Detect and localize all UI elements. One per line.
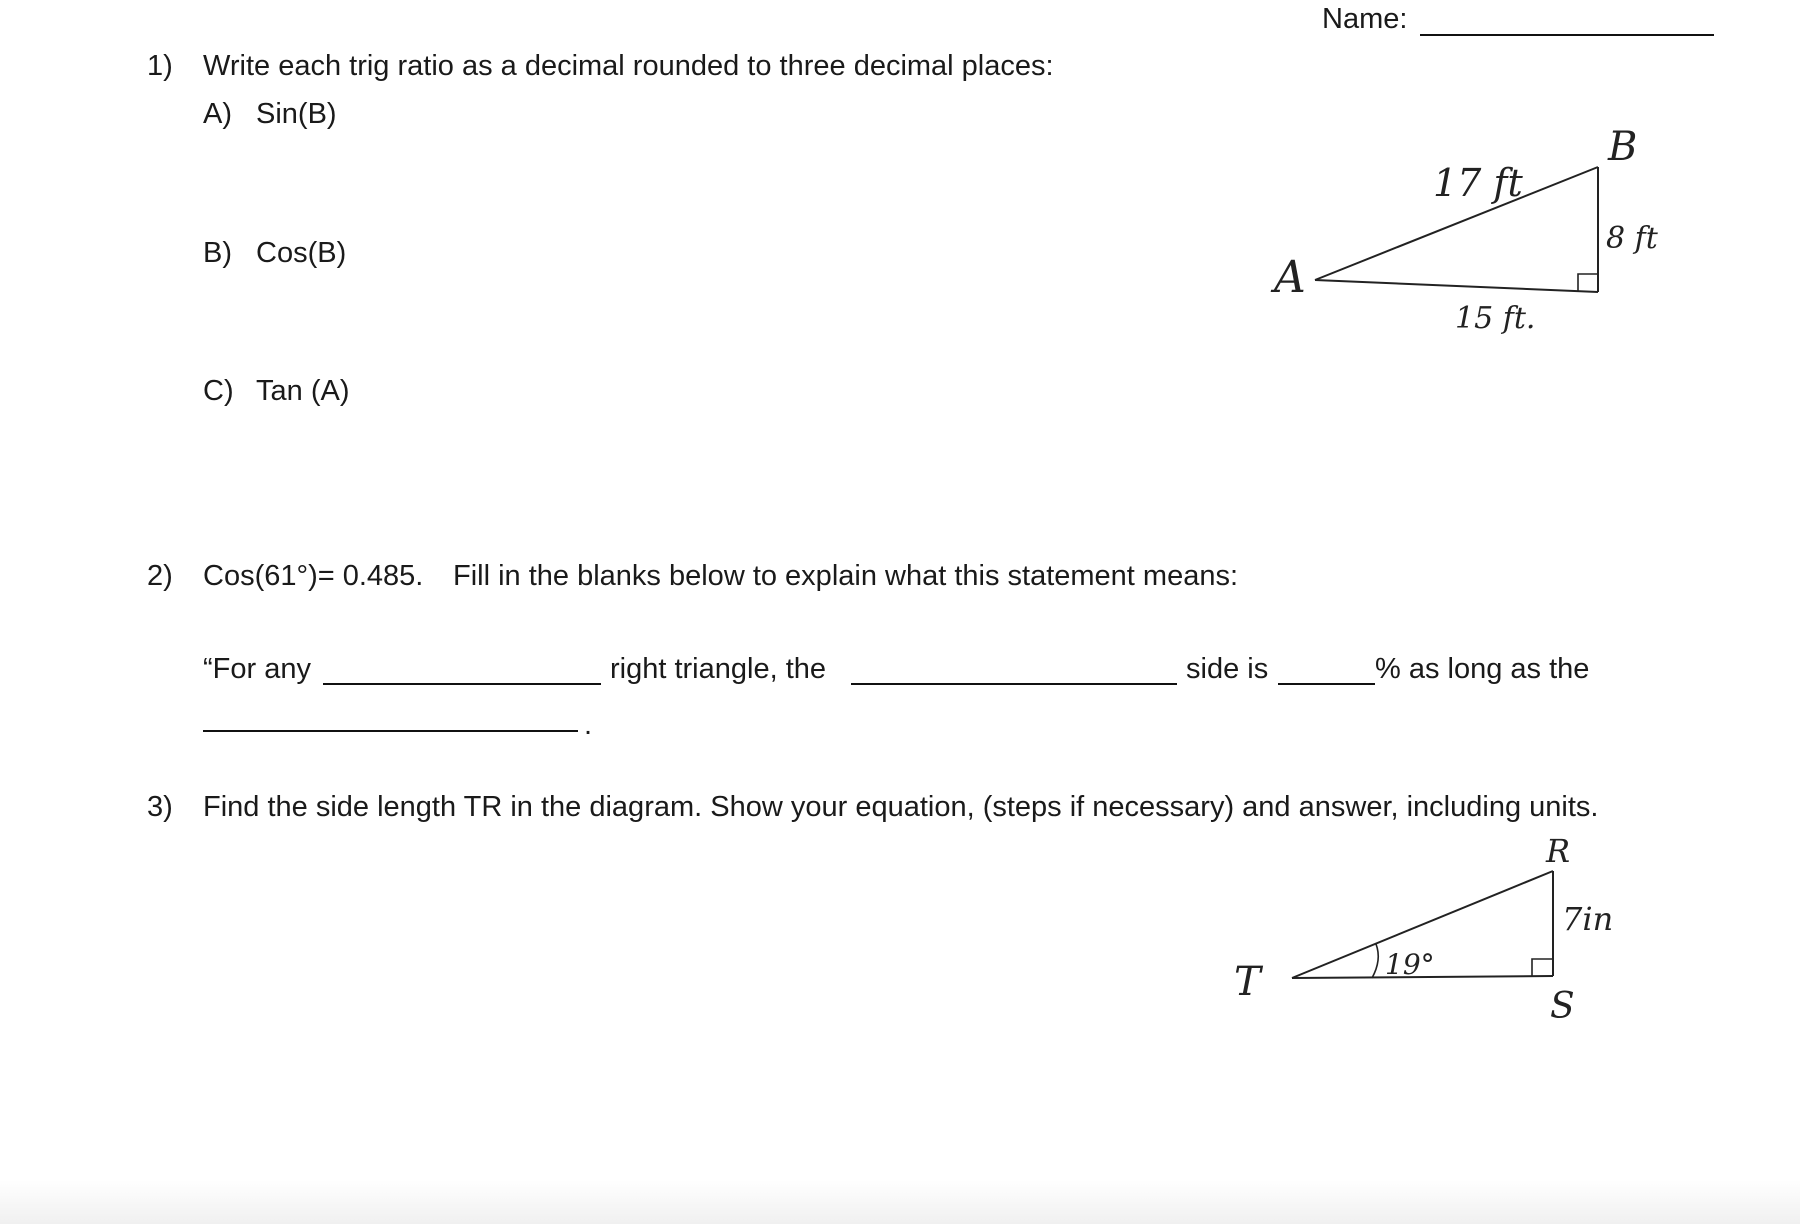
right-angle-mark-s bbox=[1532, 959, 1553, 976]
q2-prompt: Fill in the blanks below to explain what this statement means: bbox=[453, 560, 1239, 592]
angle-arc-t bbox=[1372, 944, 1378, 978]
page-bottom-edge bbox=[0, 1180, 1800, 1224]
name-label: Name: bbox=[1322, 3, 1408, 35]
horizontal-leg bbox=[1315, 280, 1598, 292]
q1-part-c-text: Tan (A) bbox=[256, 375, 350, 407]
q1-part-c-letter: C) bbox=[203, 375, 234, 407]
q2-sentence-part2: right triangle, the bbox=[610, 653, 827, 685]
q2-sentence-part1: “For any bbox=[203, 653, 311, 685]
right-angle-mark bbox=[1578, 274, 1598, 291]
vertex-r-label: R bbox=[1546, 832, 1571, 870]
q1-part-b-letter: B) bbox=[203, 237, 232, 269]
blank-percent bbox=[1278, 683, 1375, 685]
triangle-diagram-2 bbox=[1220, 830, 1670, 1030]
vertex-b-label: B bbox=[1608, 124, 1638, 170]
q2-sentence-end: . bbox=[584, 709, 593, 741]
name-blank bbox=[1420, 34, 1714, 36]
q1-part-b-text: Cos(B) bbox=[256, 237, 347, 269]
triangle-diagram-1 bbox=[1250, 120, 1700, 350]
q2-sentence-part4: % as long as the bbox=[1375, 653, 1590, 685]
q2-number: 2) bbox=[147, 560, 173, 592]
vertical-leg-label: 8 ft bbox=[1606, 221, 1658, 256]
q3-prompt: Find the side length TR in the diagram. Show your equation, (steps if necessary) and answer, including units. bbox=[203, 791, 1599, 823]
side-rs-label: 7in bbox=[1562, 900, 1614, 938]
vertex-s-label: S bbox=[1550, 986, 1575, 1027]
blank-other-side bbox=[203, 730, 578, 732]
q1-number: 1) bbox=[147, 50, 173, 82]
q1-prompt: Write each trig ratio as a decimal rounded to three decimal places: bbox=[203, 50, 1054, 82]
hypotenuse-label: 17 ft bbox=[1433, 161, 1523, 205]
angle-label: 19° bbox=[1385, 948, 1435, 981]
blank-side-name bbox=[851, 683, 1177, 685]
q1-part-a-text: Sin(B) bbox=[256, 98, 337, 130]
q3-number: 3) bbox=[147, 791, 173, 823]
q2-sentence-part3: side is bbox=[1186, 653, 1269, 685]
q2-statement: Cos(61°)= 0.485. bbox=[203, 560, 424, 592]
q1-part-a-letter: A) bbox=[203, 98, 232, 130]
vertex-a-label: A bbox=[1274, 252, 1306, 303]
blank-triangle-type bbox=[323, 683, 601, 685]
vertex-t-label: T bbox=[1234, 959, 1261, 1005]
horizontal-leg-label: 15 ft. bbox=[1455, 301, 1536, 336]
